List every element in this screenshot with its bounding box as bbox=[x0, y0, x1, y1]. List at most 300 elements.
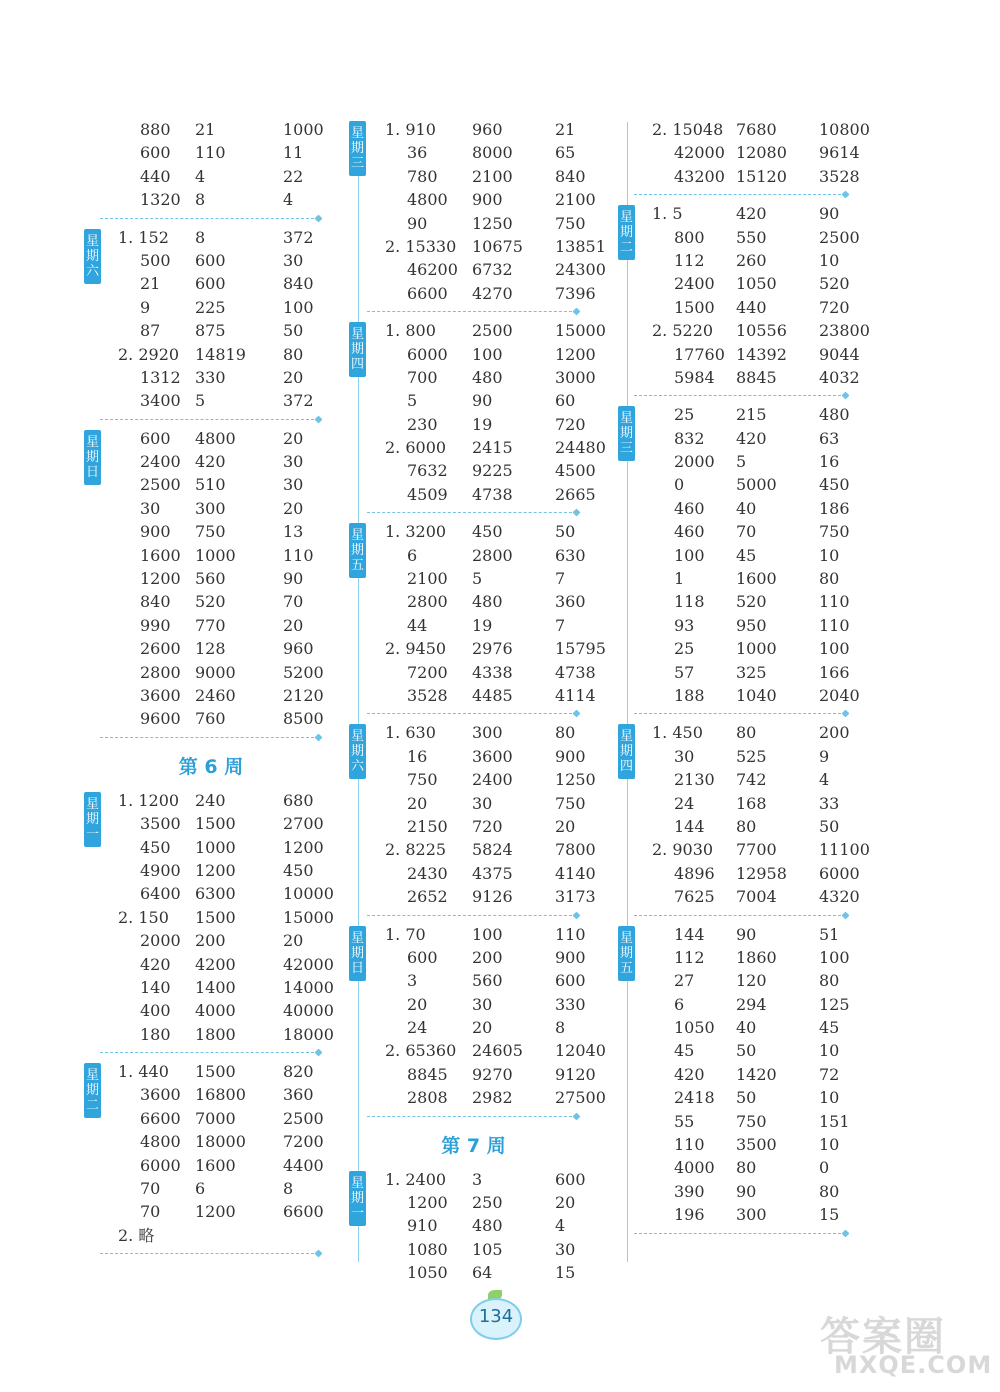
answer-row bbox=[634, 403, 849, 426]
answer-value: 144 bbox=[674, 924, 705, 944]
answer-row bbox=[100, 590, 322, 613]
answer-row bbox=[634, 1133, 849, 1156]
answer-value: 80 bbox=[819, 971, 840, 991]
weekday-tab: 星 期 四 bbox=[618, 724, 635, 779]
answer-row bbox=[367, 969, 586, 992]
answer-value: 7000 bbox=[195, 1108, 236, 1128]
answer-value: 1600 bbox=[736, 569, 777, 589]
answer-value: 12080 bbox=[736, 143, 787, 163]
answer-row bbox=[367, 282, 596, 305]
answer-value: 960 bbox=[472, 120, 503, 139]
answer-value: 45 bbox=[736, 545, 757, 565]
answer-value: 2. 15048 bbox=[652, 120, 724, 139]
answer-value: 560 bbox=[472, 971, 503, 991]
answer-value: 7004 bbox=[736, 887, 777, 907]
answer-block bbox=[350, 923, 606, 1110]
answer-value: 42000 bbox=[674, 143, 725, 163]
answer-value: 840 bbox=[140, 592, 171, 612]
answer-value: 840 bbox=[555, 166, 586, 186]
answer-value: 600 bbox=[140, 143, 171, 163]
answer-value: 50 bbox=[555, 522, 576, 542]
answer-row bbox=[100, 272, 322, 295]
answer-value: 1312 bbox=[140, 367, 181, 387]
watermark bbox=[820, 1305, 993, 1385]
answer-value: 100 bbox=[283, 297, 314, 317]
answer-value: 420 bbox=[140, 954, 171, 974]
answer-value: 50 bbox=[736, 1041, 757, 1061]
answer-value: 480 bbox=[819, 405, 850, 425]
answer-row bbox=[100, 812, 322, 835]
answer-value: 1050 bbox=[736, 274, 777, 294]
answer-value: 400 bbox=[140, 1001, 171, 1021]
answer-row bbox=[367, 319, 606, 342]
answer-value: 9600 bbox=[140, 709, 181, 729]
weekday-tab: 星 期 四 bbox=[349, 322, 366, 377]
answer-value: 1. 152 bbox=[118, 227, 169, 247]
answer-value: 1420 bbox=[736, 1064, 777, 1084]
answer-value: 64 bbox=[472, 1263, 493, 1283]
answer-row bbox=[100, 473, 322, 496]
answer-value: 112 bbox=[674, 250, 705, 270]
answer-value: 950 bbox=[736, 615, 767, 635]
dashed-separator bbox=[100, 1046, 322, 1060]
answer-value: 70 bbox=[283, 592, 304, 612]
weekday-tab: 星 期 六 bbox=[349, 724, 366, 779]
dashed-separator bbox=[634, 1227, 849, 1241]
answer-value: 30 bbox=[283, 452, 304, 472]
answer-value: 188 bbox=[674, 685, 705, 705]
answer-value: 14000 bbox=[283, 977, 334, 997]
answer-row bbox=[634, 614, 849, 637]
answer-row bbox=[367, 258, 606, 281]
answer-value: 6 bbox=[195, 1179, 206, 1199]
answer-value: 80 bbox=[736, 816, 757, 836]
answer-row bbox=[634, 202, 849, 225]
dashed-separator bbox=[634, 188, 849, 202]
answer-value: 880 bbox=[140, 120, 171, 139]
answer-value: 60 bbox=[555, 391, 576, 411]
answer-row bbox=[367, 993, 586, 1016]
answer-row bbox=[634, 923, 849, 946]
answer-value: 2800 bbox=[140, 662, 181, 682]
answer-row bbox=[634, 118, 870, 141]
answer-value: 520 bbox=[195, 592, 226, 612]
answer-row bbox=[100, 707, 322, 730]
answer-row bbox=[634, 141, 860, 164]
answer-value: 16 bbox=[819, 452, 840, 472]
answer-value: 7800 bbox=[555, 840, 596, 860]
answer-value: 770 bbox=[195, 615, 226, 635]
answer-value: 480 bbox=[472, 367, 503, 387]
answer-value: 2652 bbox=[407, 887, 448, 907]
answer-value: 9614 bbox=[819, 143, 860, 163]
answer-value: 30 bbox=[472, 994, 493, 1014]
answer-value: 57 bbox=[674, 662, 695, 682]
page-number: 134 bbox=[478, 1306, 514, 1327]
answer-row bbox=[634, 1110, 849, 1133]
answer-value: 1. 1200 bbox=[118, 790, 180, 810]
answer-value: 4509 bbox=[407, 484, 448, 504]
answer-value: 20 bbox=[407, 793, 428, 813]
answer-row bbox=[367, 567, 580, 590]
page-number-badge bbox=[470, 1290, 518, 1334]
answer-value: 5 bbox=[407, 391, 418, 411]
answer-value: 9120 bbox=[555, 1064, 596, 1084]
answer-value: 5000 bbox=[736, 475, 777, 495]
answer-value: 2100 bbox=[407, 569, 448, 589]
answer-value: 50 bbox=[283, 321, 304, 341]
answer-value: 6 bbox=[407, 545, 418, 565]
answer-row bbox=[100, 188, 322, 211]
answer-value: 5824 bbox=[472, 840, 513, 860]
answer-value: 10 bbox=[819, 545, 840, 565]
answer-value: 196 bbox=[674, 1205, 705, 1225]
answer-value: 6300 bbox=[195, 884, 236, 904]
answer-row bbox=[100, 614, 322, 637]
answer-value: 15 bbox=[555, 1263, 576, 1283]
answer-row bbox=[100, 427, 322, 450]
answer-value: 23800 bbox=[819, 321, 870, 341]
dashed-separator bbox=[100, 731, 322, 745]
answer-value: 13851 bbox=[555, 236, 606, 256]
answer-block bbox=[350, 1168, 586, 1285]
answer-value: 11 bbox=[283, 143, 304, 163]
answer-value: 20 bbox=[283, 615, 304, 635]
answer-value: 110 bbox=[283, 545, 314, 565]
answer-value: 24 bbox=[674, 793, 695, 813]
answer-value: 4400 bbox=[283, 1155, 324, 1175]
answer-row bbox=[100, 141, 322, 164]
weekday-tab: 星 期 二 bbox=[618, 205, 635, 260]
answer-row bbox=[634, 226, 860, 249]
answer-row bbox=[367, 590, 586, 613]
answer-value: 20 bbox=[555, 1193, 576, 1213]
answer-value: 420 bbox=[674, 1064, 705, 1084]
answer-row bbox=[100, 789, 322, 812]
answer-value: 25 bbox=[674, 639, 695, 659]
answer-value: 25 bbox=[674, 405, 695, 425]
answer-value: 2800 bbox=[472, 545, 513, 565]
answer-value: 100 bbox=[472, 344, 503, 364]
answer-value: 1400 bbox=[195, 977, 236, 997]
dashed-separator bbox=[634, 707, 849, 721]
answer-value: 15000 bbox=[555, 321, 606, 341]
answer-value: 700 bbox=[407, 367, 438, 387]
answer-value: 16800 bbox=[195, 1085, 246, 1105]
answer-value: 42000 bbox=[283, 954, 334, 974]
answer-row bbox=[634, 544, 849, 567]
answer-row bbox=[100, 859, 322, 882]
answer-value: 100 bbox=[819, 947, 850, 967]
answer-row bbox=[100, 1130, 322, 1153]
answer-row bbox=[367, 637, 606, 660]
answer-column-middle bbox=[350, 118, 606, 1285]
answer-value: 9 bbox=[819, 746, 830, 766]
answer-value: 200 bbox=[195, 931, 226, 951]
answer-value: 6 bbox=[674, 994, 685, 1014]
answer-value: 3528 bbox=[819, 166, 860, 186]
answer-value: 118 bbox=[674, 592, 705, 612]
answer-value: 2130 bbox=[674, 770, 715, 790]
answer-value: 225 bbox=[195, 297, 226, 317]
answer-value: 10 bbox=[819, 1088, 840, 1108]
answer-value: 4500 bbox=[555, 461, 596, 481]
answer-value: 2976 bbox=[472, 639, 513, 659]
answer-row bbox=[367, 520, 580, 543]
answer-value: 1500 bbox=[195, 1062, 236, 1082]
answer-row bbox=[634, 272, 849, 295]
answer-value: 24 bbox=[407, 1018, 428, 1038]
answer-value: 3528 bbox=[407, 685, 448, 705]
answer-value: 1. 800 bbox=[385, 321, 436, 341]
answer-value: 840 bbox=[283, 274, 314, 294]
answer-value: 3600 bbox=[140, 1085, 181, 1105]
answer-value: 30 bbox=[140, 498, 161, 518]
answer-value: 4 bbox=[283, 190, 294, 210]
weekday-tab: 星 期 日 bbox=[84, 430, 101, 485]
answer-block bbox=[350, 118, 606, 305]
answer-row bbox=[100, 637, 322, 660]
answer-value: 420 bbox=[736, 428, 767, 448]
answer-value: 30 bbox=[283, 475, 304, 495]
answer-value: 2. 65360 bbox=[385, 1041, 457, 1061]
answer-row bbox=[367, 235, 606, 258]
answer-row bbox=[100, 226, 322, 249]
answer-value: 2100 bbox=[555, 190, 596, 210]
answer-value: 480 bbox=[472, 1216, 503, 1236]
answer-value: 7 bbox=[555, 615, 566, 635]
answer-value: 1000 bbox=[736, 639, 777, 659]
answer-value: 2. 9450 bbox=[385, 639, 447, 659]
answer-value: 2700 bbox=[283, 814, 324, 834]
answer-value: 440 bbox=[140, 166, 171, 186]
answer-value: 80 bbox=[283, 344, 304, 364]
answer-value: 200 bbox=[819, 723, 850, 743]
answer-value: 20 bbox=[283, 931, 304, 951]
answer-row bbox=[634, 1180, 849, 1203]
answer-value: 2982 bbox=[472, 1088, 513, 1108]
answer-row bbox=[100, 1060, 322, 1083]
answer-row bbox=[367, 721, 580, 744]
answer-value: 460 bbox=[674, 498, 705, 518]
answer-value: 8 bbox=[283, 1179, 294, 1199]
dashed-separator bbox=[100, 1247, 322, 1261]
answer-value: 520 bbox=[819, 274, 850, 294]
answer-value: 21 bbox=[140, 274, 161, 294]
answer-value: 4800 bbox=[140, 1132, 181, 1152]
answer-value: 112 bbox=[674, 947, 705, 967]
answer-value: 40000 bbox=[283, 1001, 334, 1021]
answer-value: 15795 bbox=[555, 639, 606, 659]
answer-value: 9126 bbox=[472, 887, 513, 907]
answer-value: 1200 bbox=[195, 860, 236, 880]
answer-row bbox=[367, 165, 586, 188]
answer-value: 5 bbox=[736, 452, 747, 472]
answer-row bbox=[634, 815, 849, 838]
answer-column-left bbox=[85, 118, 334, 1261]
answer-value: 2665 bbox=[555, 484, 596, 504]
answer-value: 2400 bbox=[472, 770, 513, 790]
column-divider-2 bbox=[627, 122, 628, 1262]
answer-value: 900 bbox=[140, 522, 171, 542]
answer-row bbox=[634, 497, 849, 520]
answer-value: 2. 5220 bbox=[652, 321, 714, 341]
answer-row bbox=[367, 343, 596, 366]
answer-row bbox=[634, 567, 849, 590]
answer-value: 40 bbox=[736, 498, 757, 518]
answer-row bbox=[634, 319, 870, 342]
answer-value: 50 bbox=[736, 1088, 757, 1108]
answer-value: 7632 bbox=[407, 461, 448, 481]
answer-value: 20 bbox=[283, 428, 304, 448]
answer-value: 15 bbox=[819, 1205, 840, 1225]
answer-value: 680 bbox=[283, 790, 314, 810]
answer-value: 19 bbox=[472, 615, 493, 635]
answer-value: 1040 bbox=[736, 685, 777, 705]
answer-value: 450 bbox=[283, 860, 314, 880]
answer-value: 600 bbox=[195, 274, 226, 294]
answer-row bbox=[634, 768, 849, 791]
answer-value: 7396 bbox=[555, 283, 596, 303]
answer-row bbox=[634, 165, 860, 188]
answer-value: 17760 bbox=[674, 344, 725, 364]
answer-row bbox=[634, 792, 849, 815]
answer-row bbox=[100, 389, 322, 412]
weekday-tab: 星 期 三 bbox=[618, 406, 635, 461]
answer-value: 8 bbox=[555, 1018, 566, 1038]
answer-value: 7200 bbox=[407, 662, 448, 682]
answer-row bbox=[100, 976, 334, 999]
answer-value: 13 bbox=[283, 522, 304, 542]
answer-value: 450 bbox=[472, 522, 503, 542]
answer-value: 2. 6000 bbox=[385, 438, 447, 458]
answer-value: 80 bbox=[736, 723, 757, 743]
answer-row bbox=[634, 969, 849, 992]
answer-row bbox=[367, 946, 586, 969]
answer-value: 900 bbox=[472, 190, 503, 210]
answer-value: 600 bbox=[195, 250, 226, 270]
answer-value: 900 bbox=[555, 746, 586, 766]
answer-value: 6400 bbox=[140, 884, 181, 904]
answer-value: 7625 bbox=[674, 887, 715, 907]
answer-row bbox=[634, 520, 849, 543]
answer-value: 21 bbox=[555, 120, 576, 139]
answer-value: 43200 bbox=[674, 166, 725, 186]
answer-row bbox=[100, 165, 322, 188]
answer-row bbox=[367, 1214, 580, 1237]
column-divider-1 bbox=[358, 122, 359, 1262]
dashed-separator bbox=[100, 212, 322, 226]
answer-value: 90 bbox=[283, 569, 304, 589]
answer-value: 8845 bbox=[736, 367, 777, 387]
answer-block bbox=[619, 403, 860, 707]
answer-row bbox=[634, 473, 849, 496]
answer-value: 0 bbox=[674, 475, 685, 495]
answer-value: 93 bbox=[674, 615, 695, 635]
answer-value: 2500 bbox=[819, 227, 860, 247]
answer-row bbox=[100, 1177, 322, 1200]
answer-value: 24300 bbox=[555, 260, 606, 280]
answer-value: 110 bbox=[819, 592, 850, 612]
answer-value: 372 bbox=[283, 391, 314, 411]
answer-value: 294 bbox=[736, 994, 767, 1014]
answer-value: 550 bbox=[736, 227, 767, 247]
answer-block bbox=[350, 721, 596, 908]
answer-value: 3500 bbox=[140, 814, 181, 834]
answer-value: 1860 bbox=[736, 947, 777, 967]
answer-value: 4 bbox=[819, 770, 830, 790]
answer-row bbox=[100, 296, 322, 319]
answer-row bbox=[634, 862, 860, 885]
answer-value: 330 bbox=[555, 994, 586, 1014]
answer-value: 1200 bbox=[555, 344, 596, 364]
answer-value: 1. 70 bbox=[385, 924, 426, 944]
answer-row bbox=[367, 614, 580, 637]
answer-value: 6000 bbox=[407, 344, 448, 364]
answer-block bbox=[85, 226, 322, 413]
answer-value: 300 bbox=[736, 1205, 767, 1225]
weekday-tab: 星 期 二 bbox=[84, 1063, 101, 1118]
dashed-separator bbox=[367, 707, 580, 721]
answer-value: 250 bbox=[472, 1193, 503, 1213]
answer-value: 166 bbox=[819, 662, 850, 682]
answer-value: 8500 bbox=[283, 709, 324, 729]
dashed-separator bbox=[634, 389, 849, 403]
answer-value: 1000 bbox=[195, 837, 236, 857]
answer-value: 5 bbox=[472, 569, 483, 589]
answer-value: 1. 5 bbox=[652, 204, 683, 224]
answer-value: 90 bbox=[819, 204, 840, 224]
weekday-tab: 星 期 三 bbox=[349, 121, 366, 176]
answer-value: 4485 bbox=[472, 685, 513, 705]
answer-value: 4000 bbox=[674, 1158, 715, 1178]
answer-value: 720 bbox=[472, 816, 503, 836]
answer-value: 168 bbox=[736, 793, 767, 813]
answer-value: 7680 bbox=[736, 120, 777, 139]
answer-value: 2460 bbox=[195, 685, 236, 705]
answer-value: 46200 bbox=[407, 260, 458, 280]
answer-value: 0 bbox=[819, 1158, 830, 1178]
answer-value: 90 bbox=[736, 924, 757, 944]
answer-row bbox=[367, 838, 596, 861]
weekday-tab: 星 期 五 bbox=[618, 926, 635, 981]
answer-value: 2. 9030 bbox=[652, 840, 714, 860]
answer-value: 1200 bbox=[283, 837, 324, 857]
answer-value: 30 bbox=[555, 1239, 576, 1259]
answer-value: 4900 bbox=[140, 860, 181, 880]
answer-row bbox=[367, 436, 606, 459]
answer-value: 22 bbox=[283, 166, 304, 186]
answer-value: 4000 bbox=[195, 1001, 236, 1021]
answer-value: 72 bbox=[819, 1064, 840, 1084]
answer-row bbox=[100, 1107, 322, 1130]
answer-row bbox=[367, 188, 596, 211]
answer-row bbox=[634, 684, 860, 707]
dashed-separator bbox=[367, 305, 580, 319]
answer-value: 4 bbox=[555, 1216, 566, 1236]
answer-value: 760 bbox=[195, 709, 226, 729]
answer-value: 20 bbox=[283, 367, 304, 387]
answer-value: 750 bbox=[195, 522, 226, 542]
answer-value: 4 bbox=[195, 166, 206, 186]
answer-value: 90 bbox=[736, 1181, 757, 1201]
answer-row bbox=[100, 1083, 322, 1106]
answer-row bbox=[100, 319, 322, 342]
week-heading: 第 7 周 bbox=[441, 1134, 506, 1157]
answer-row bbox=[100, 953, 334, 976]
answer-value: 600 bbox=[140, 428, 171, 448]
answer-value: 1. 630 bbox=[385, 723, 436, 743]
